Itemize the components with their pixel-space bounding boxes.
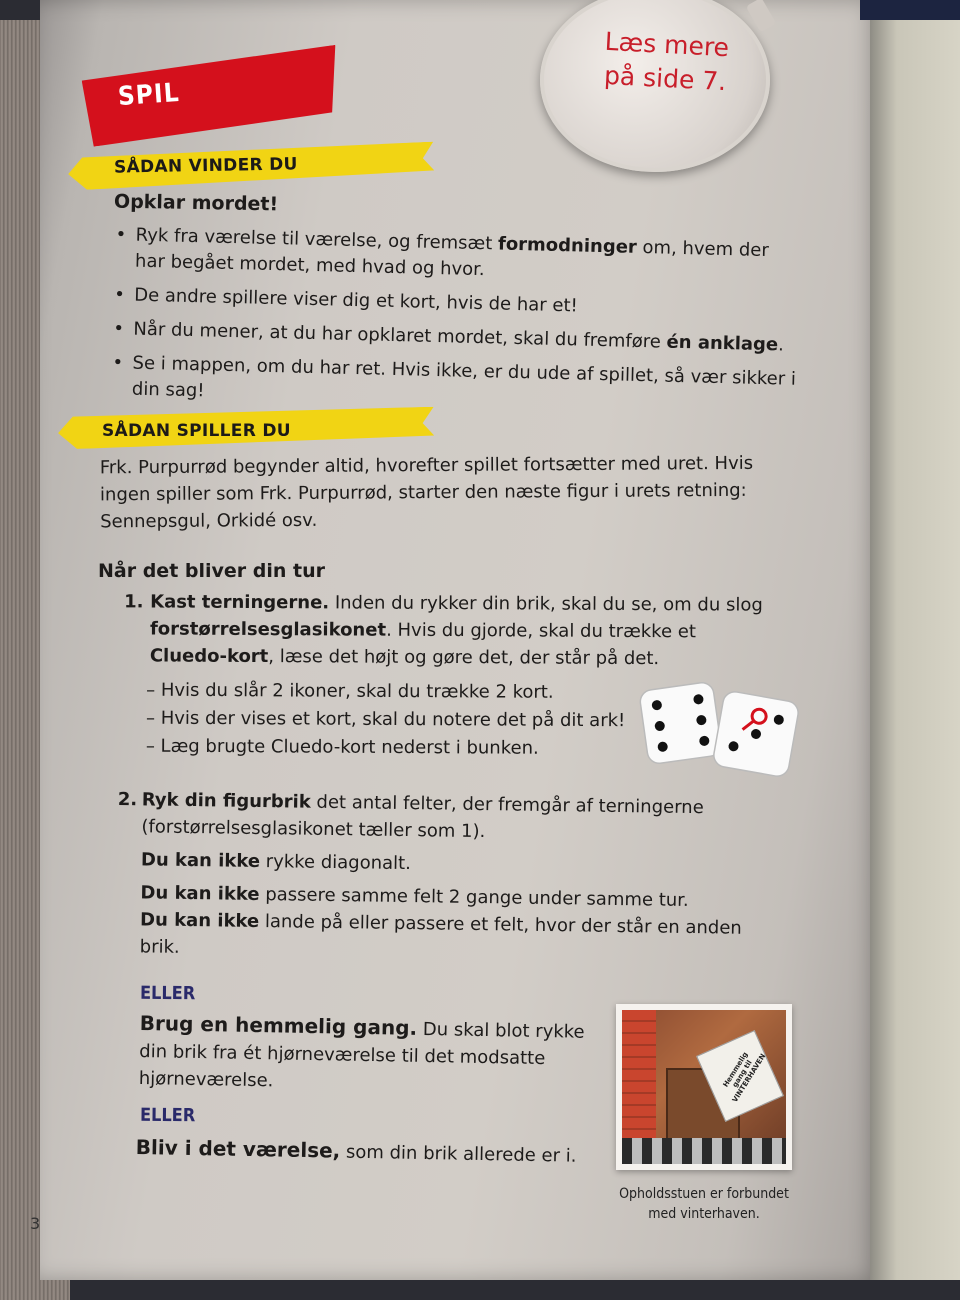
list-item: • Ryk fra værelse til værelse, og fremsæt formodninger om, hvem der har begået mordet, med hvad og hvor.: [109, 222, 800, 291]
turn-heading: Når det bliver din tur: [98, 560, 326, 582]
step-1-number: 1.: [124, 591, 144, 613]
secret-passage-photo: [616, 1004, 792, 1170]
or-label-1: ELLER: [139, 982, 196, 1005]
section-tag: SPIL: [117, 77, 181, 113]
dice-illustration: [636, 676, 806, 786]
step-2-text: Ryk din figurbrik det antal felter, der fremgår af terningerne (forstørrelsesglasikonet tæller som 1).: [141, 789, 704, 843]
subheading-solve-murder: Opklar mordet!: [113, 190, 279, 216]
list-item: • Når du mener, at du har opklaret mordet, skal du fremføre én anklage.: [107, 316, 797, 359]
background-corner: [860, 0, 960, 20]
step-1-dash-list: [146, 677, 646, 764]
step-2-number: 2.: [117, 788, 138, 811]
page-number: 3: [30, 1214, 41, 1233]
stay-in-room-text: Bliv i det værelse, som din brik allerede er i.: [135, 1134, 577, 1167]
rule-no-diagonal: Du kan ikke rykke diagonalt.: [140, 849, 412, 875]
heading-how-to-play: SÅDAN SPILLER DU: [102, 421, 291, 441]
rule-no-repeat: Du kan ikke passere samme felt 2 gange under samme tur.: [140, 882, 689, 911]
rule-no-occupied: Du kan ikke lande på eller passere et felt, hvor der står en anden brik.: [139, 909, 742, 958]
magnifier-line-1: Læs mere: [604, 26, 730, 63]
list-item: – Læg brugte Cluedo-kort nederst i bunken.: [145, 735, 539, 759]
heading-how-to-win: SÅDAN VINDER DU: [113, 154, 298, 178]
win-bullet-list: [105, 222, 799, 427]
step-2: [115, 786, 757, 975]
or-label-2: ELLER: [139, 1104, 196, 1127]
step-1: 1. Kast terningerne. Inden du rykker din brik, skal du se, om du slog forstørrelsesglasikonet. Hvis du gjorde, skal du trække et Cluedo-kort, læse det højt og gøre det, der står på det.: [124, 588, 764, 672]
secret-passage-text: Brug en hemmelig gang. Du skal blot rykke din brik fra ét hjørneværelse til det modsatte hjørneværelse.: [138, 1010, 585, 1092]
magnifier-line-2: på side 7.: [603, 60, 727, 97]
list-item: – Hvis du slår 2 ikoner, skal du trække 2 kort.: [146, 679, 554, 703]
list-item: – Hvis der vises et kort, skal du notere det på dit ark!: [145, 707, 626, 732]
list-item: • De andre spillere viser dig et kort, hvis de har et!: [108, 282, 798, 325]
photo-caption: Opholdsstuen er forbundet med vinterhaven.: [619, 1186, 789, 1222]
right-page-edge: [870, 0, 960, 1280]
list-item: • Se i mappen, om du har ret. Hvis ikke, er du ude af spillet, så vær sikker i din sag!: [106, 350, 797, 419]
photo-checkered-floor: [622, 1138, 786, 1164]
magnifier-note: [594, 24, 737, 99]
play-intro-text: Frk. Purpurrød begynder altid, hvorefter spillet fortsætter med uret. Hvis ingen spiller som Frk. Purpurrød, starter den næste figur i urets retning: Sennepsgul, Orkidé osv.: [99, 452, 754, 533]
secret-passage-card: Hemmelig gang til VINTERHAVEN: [696, 1030, 784, 1122]
